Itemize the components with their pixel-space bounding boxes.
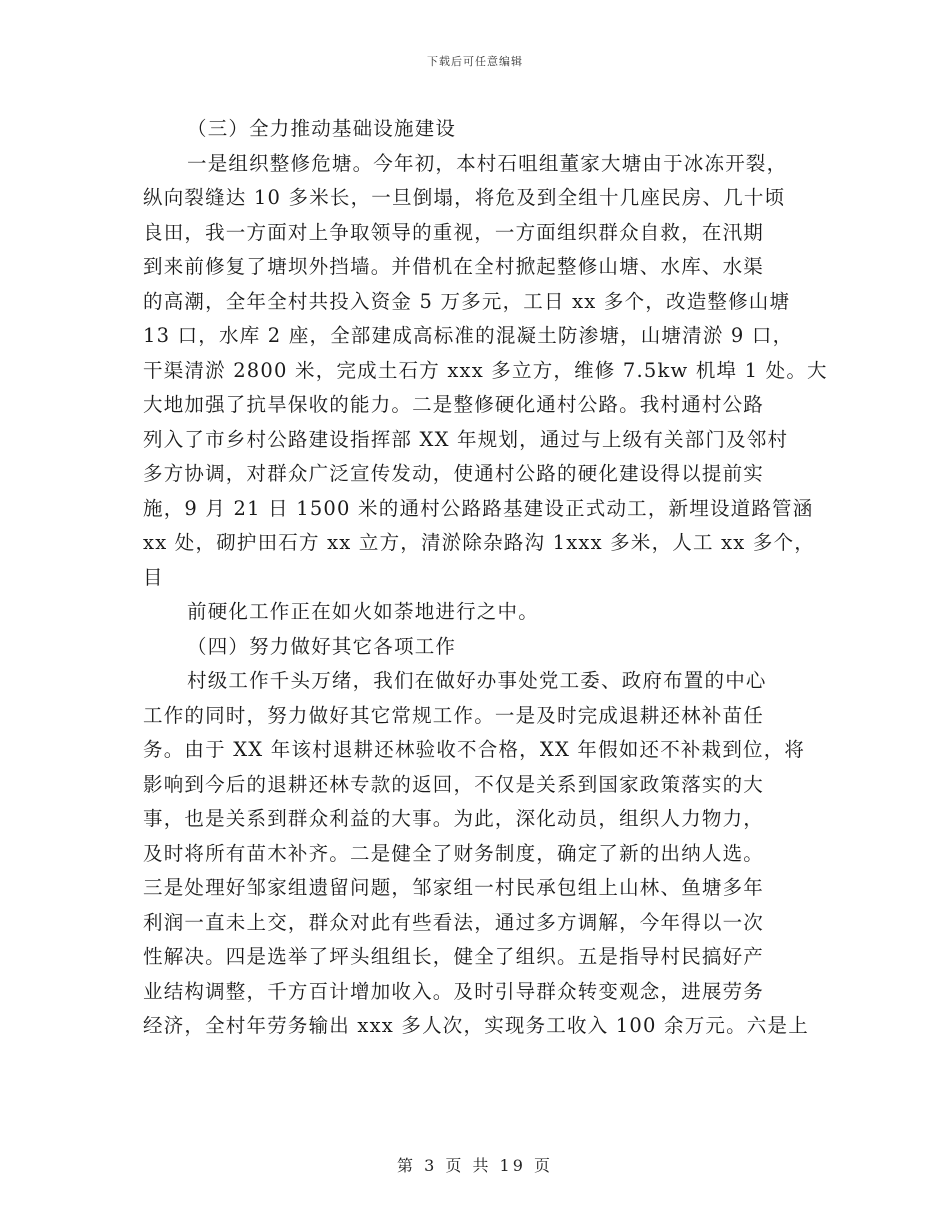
text-line: 及时将所有苗木补齐。二是健全了财务制度，确定了新的出纳人选。 [143,841,765,865]
text-line: 务。由于 XX 年该村退耕还林验收不合格，XX 年假如还不补栽到位，将 [143,738,806,761]
page-footer: 第 3 页 共 19 页 [397,1156,553,1175]
text-line: （三）全力推动基础设施建设 [187,117,457,140]
text-line: 目 [143,565,164,589]
text-line: 三是处理好邹家组遗留问题，邹家组一村民承包组上山林、鱼塘多年 [143,876,765,899]
text-line: 事，也是关系到群众利益的大事。为此，深化动员，组织人力物力， [143,807,765,830]
page-header: 下载后可任意编辑 [427,55,523,68]
text-line: （四）努力做好其它各项工作 [187,634,457,658]
text-line: 前硬化工作正在如火如荼地进行之中。 [187,600,539,623]
text-line: xx 处，砌护田石方 xx 立方，清淤除杂路沟 1xxx 多米，人工 xx 多个， [143,531,815,554]
text-line: 经济，全村年劳务输出 xxx 多人次，实现务工收入 100 余万元。六是上 [143,1014,809,1037]
text-line: 良田，我一方面对上争取领导的重视，一方面组织群众自救，在汛期 [143,220,765,244]
text-line: 施，9 月 21 日 1500 米的通村公路路基建设正式动工，新埋设道路管涵 [143,496,814,520]
text-line: 利润一直未上交，群众对此有些看法，通过多方调解，今年得以一次 [143,910,765,934]
text-line: 的高潮，全年全村共投入资金 5 万多元，工日 xx 多个，改造整修山塘 [143,289,791,313]
text-line: 影响到今后的退耕还林专款的返回，不仅是关系到国家政策落实的大 [143,772,765,796]
document-body [143,112,828,1044]
text-line: 工作的同时，努力做好其它常规工作。一是及时完成退耕还林补苗任 [143,703,765,727]
text-line: 村级工作千头万绪，我们在做好办事处党工委、政府布置的中心 [187,669,767,692]
text-line: 纵向裂缝达 10 多米长，一旦倒塌，将危及到全组十几座民房、几十顷 [143,186,786,209]
text-line: 业结构调整，千方百计增加收入。及时引导群众转变观念，进展劳务 [143,979,765,1003]
text-line: 列入了市乡村公路建设指挥部 XX 年规划，通过与上级有关部门及邻村 [143,427,789,451]
text-line: 多方协调，对群众广泛宣传发动，使通村公路的硬化建设得以提前实 [143,462,765,485]
text-line: 大地加强了抗旱保收的能力。二是整修硬化通村公路。我村通村公路 [143,393,765,416]
text-line: 干渠清淤 2800 米，完成土石方 xxx 多立方，维修 7.5kw 机埠 1 处。大 [143,358,828,382]
text-line: 到来前修复了塘坝外挡墙。并借机在全村掀起整修山塘、水库、水渠 [143,255,765,278]
text-line: 13 口，水库 2 座，全部建成高标准的混凝土防渗塘，山塘清淤 9 口， [143,324,794,347]
text-line: 性解决。四是选举了坪头组组长，健全了组织。五是指导村民搞好产 [143,945,765,968]
text-line: 一是组织整修危塘。今年初，本村石咀组董家大塘由于冰冻开裂， [187,151,788,175]
